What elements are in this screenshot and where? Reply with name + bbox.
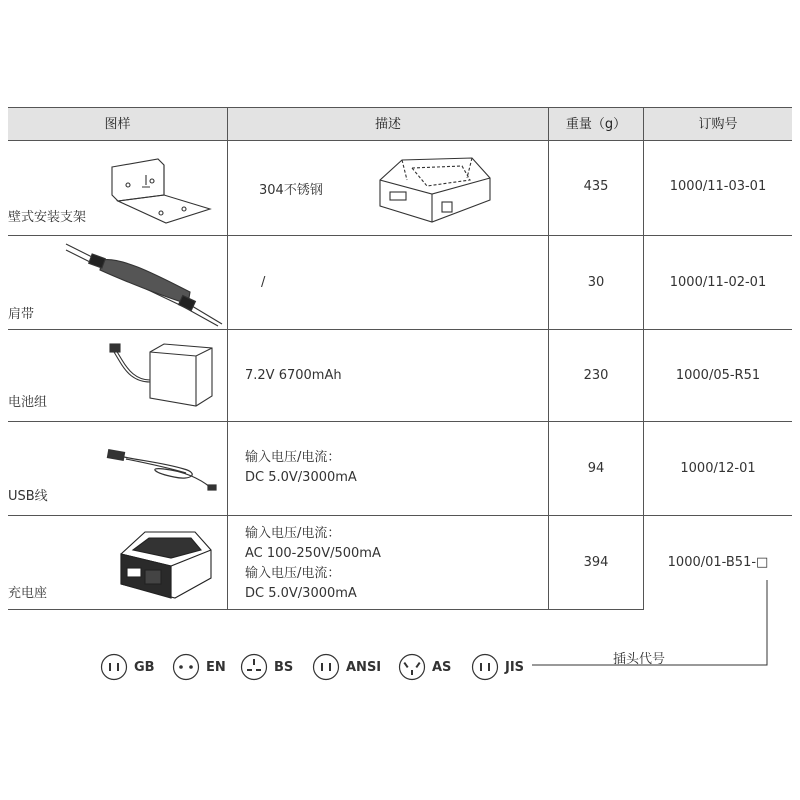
- row-name: 充电座: [8, 586, 48, 601]
- plug-jis: [471, 653, 524, 681]
- row-order-number: 1000/11-03-01: [669, 179, 767, 194]
- plug-code: GB: [134, 659, 155, 675]
- header-order-number: 订购号: [698, 117, 738, 132]
- plug-as: [398, 653, 451, 681]
- row-weight: 435: [583, 179, 609, 194]
- wall-bracket-image: [106, 153, 216, 228]
- row-name: 肩带: [8, 307, 35, 322]
- row-description: 7.2V 6700mAh: [245, 368, 342, 383]
- battery-pack-image: [106, 340, 216, 410]
- desc-line: DC 5.0V/3000mA: [245, 470, 357, 485]
- row-name: 电池组: [8, 395, 48, 410]
- plug-code: JIS: [505, 659, 525, 675]
- plug-ansi: [312, 653, 381, 681]
- row-description: [245, 448, 357, 488]
- plug-en: [172, 653, 226, 681]
- charger-with-bracket-image: [372, 150, 497, 230]
- usb-cable-image: [104, 445, 219, 495]
- plug-ansi-icon: [312, 653, 340, 681]
- shoulder-strap-image: [62, 240, 227, 328]
- row-order-number: 1000/12-01: [680, 461, 756, 476]
- plug-gb: [100, 653, 155, 681]
- row-name: USB线: [8, 489, 48, 504]
- plug-en-icon: [172, 653, 200, 681]
- desc-line: 输入电压/电流：: [245, 566, 341, 581]
- plug-gb-icon: [100, 653, 128, 681]
- row-weight: 30: [587, 275, 605, 290]
- row-order-number: 1000/11-02-01: [669, 275, 767, 290]
- desc-line: DC 5.0V/3000mA: [245, 586, 357, 601]
- row-name: 壁式安装支架: [8, 210, 87, 225]
- plug-code: BS: [274, 659, 294, 675]
- row-weight: 230: [583, 368, 609, 383]
- table-header: [8, 107, 792, 141]
- charging-base-image: [115, 524, 215, 604]
- plug-bs-icon: [240, 653, 268, 681]
- plug-code: AS: [432, 659, 452, 675]
- header-image: 图样: [104, 117, 131, 132]
- row-order-number: 1000/05-R51: [675, 368, 761, 383]
- header-description: 描述: [374, 117, 401, 132]
- desc-line: AC 100-250V/500mA: [245, 546, 381, 561]
- desc-line: 输入电压/电流：: [245, 526, 341, 541]
- plug-jis-icon: [471, 653, 499, 681]
- plug-as-icon: [398, 653, 426, 681]
- plug-code: ANSI: [346, 659, 382, 675]
- plug-code: EN: [206, 659, 226, 675]
- plug-bs: [240, 653, 293, 681]
- row-description: /: [261, 275, 266, 290]
- desc-line: 输入电压/电流：: [245, 450, 341, 465]
- row-weight: 394: [583, 555, 609, 570]
- row-order-number: 1000/01-B51-□: [667, 555, 769, 570]
- plug-code-label: 插头代号: [613, 652, 666, 667]
- header-weight: 重量（g）: [565, 117, 627, 132]
- row-weight: 94: [587, 461, 605, 476]
- row-description: 304不锈钢: [259, 183, 323, 198]
- row-description: [245, 524, 381, 604]
